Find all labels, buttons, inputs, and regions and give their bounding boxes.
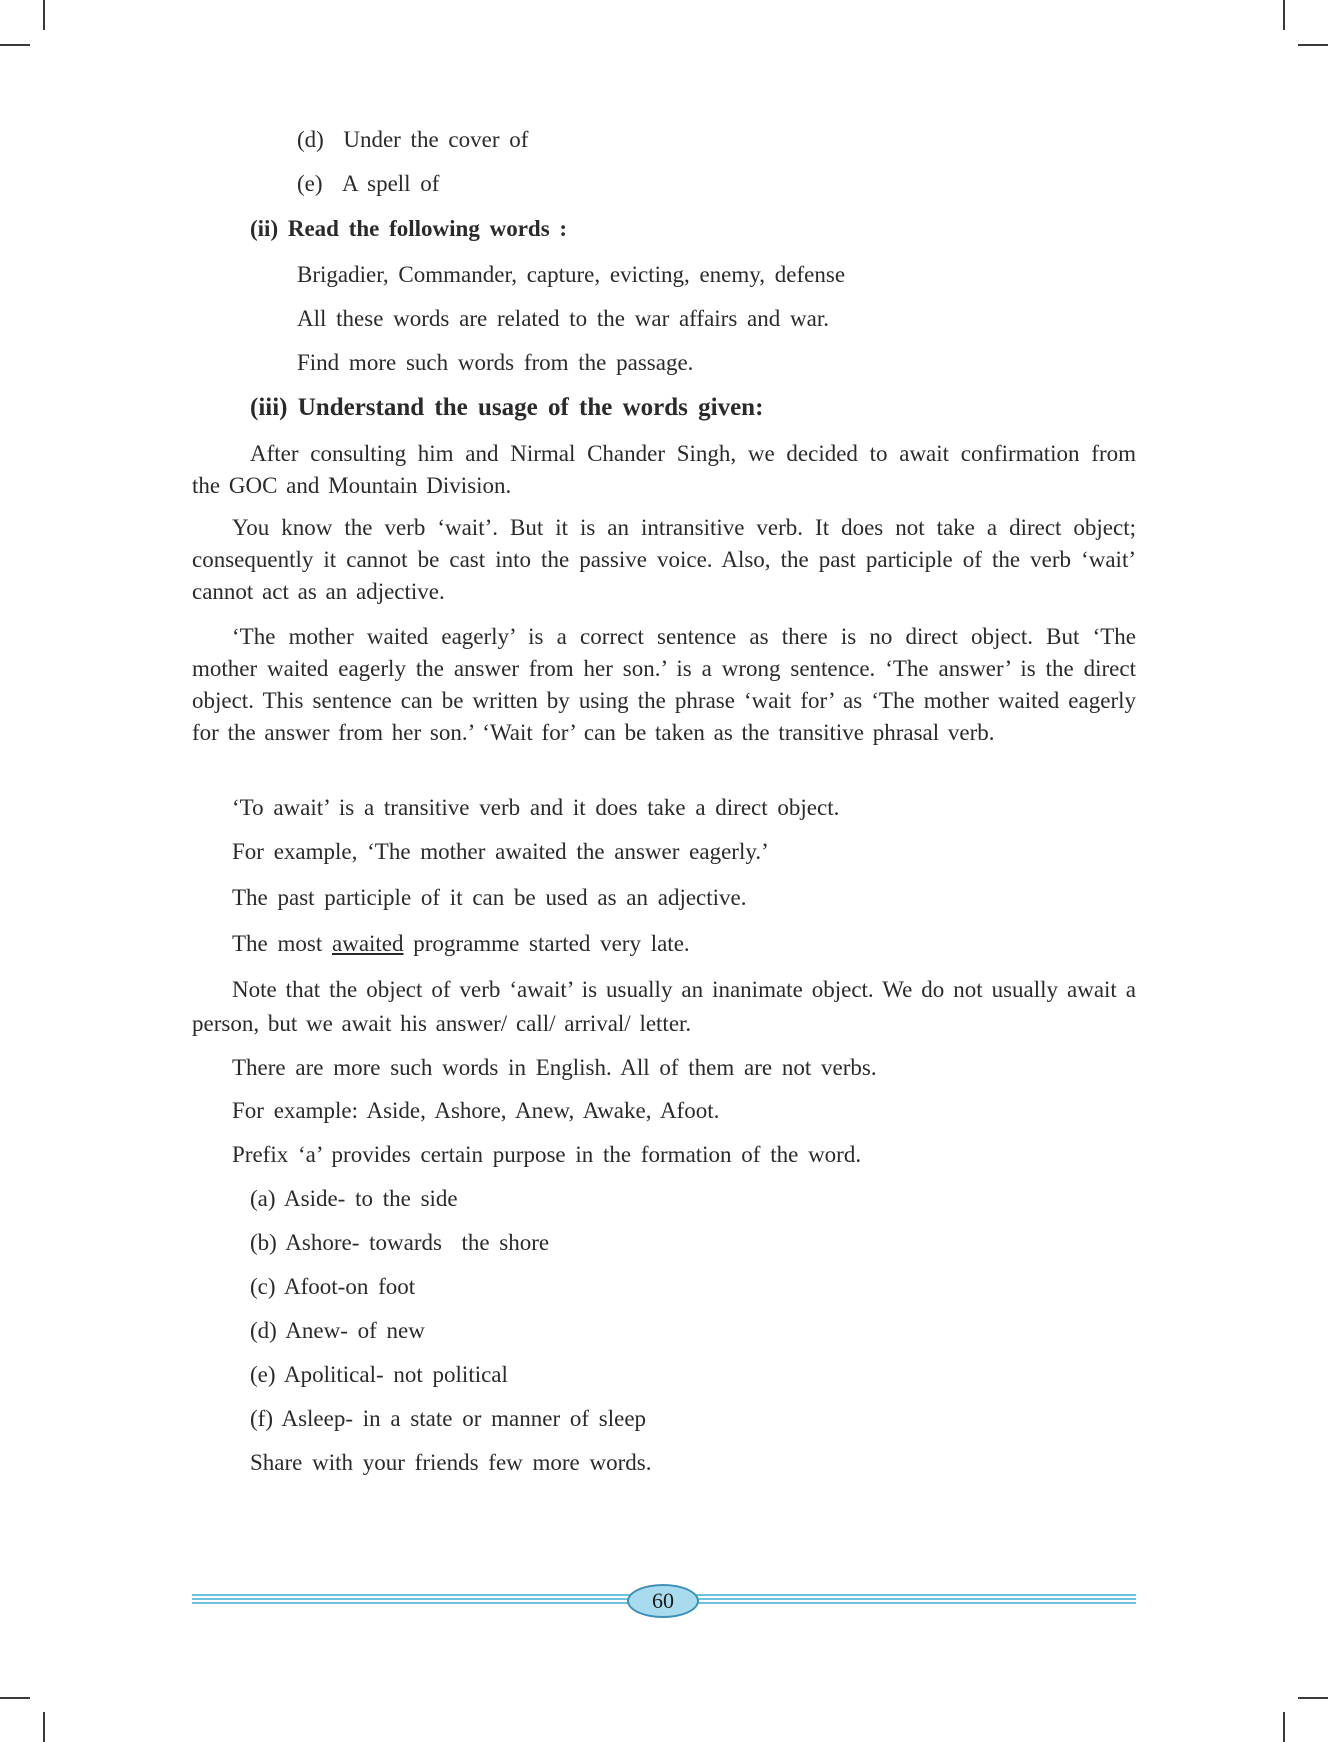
crop-mark: [1283, 1712, 1285, 1742]
crop-mark: [1298, 1697, 1328, 1699]
crop-mark: [1298, 44, 1328, 46]
word-task: Find more such words from the passage.: [297, 350, 694, 375]
list-item: (e) Apolitical- not political: [250, 1362, 508, 1387]
crop-mark: [43, 0, 45, 30]
paragraph-text: After consulting him and Nirmal Chander Singh, we decided to await confirmation from the GOC and Mountain Division.: [192, 441, 1136, 498]
closing-line: Share with your friends few more words.: [250, 1450, 652, 1475]
underlined-word: awaited: [332, 931, 404, 956]
text-fragment: The most: [232, 931, 332, 956]
crop-mark: [0, 1697, 30, 1699]
text-line: The past participle of it can be used as an adjective.: [232, 885, 747, 910]
list-text: A spell of: [342, 171, 440, 196]
list-item: (f) Asleep- in a state or manner of sleep: [250, 1406, 647, 1431]
list-marker: (e): [297, 171, 323, 196]
paragraph: [192, 512, 1136, 608]
crop-mark: [0, 44, 30, 46]
section-ii-heading: (ii) Read the following words :: [250, 216, 568, 241]
text-line: Prefix ‘a’ provides certain purpose in the formation of the word.: [232, 1142, 862, 1167]
paragraph: [192, 973, 1136, 1041]
text-line: There are more such words in English. All of them are not verbs.: [232, 1055, 877, 1080]
list-item: [297, 127, 528, 153]
paragraph-text: ‘The mother waited eagerly’ is a correct sentence as there is no direct object. But ‘The mother waited eagerly the answer from her son.’ is a wrong sentence. ‘The answer’ is the direct object. This sentence can be written by using the phrase ‘wait for’ as ‘The mother waited eagerly for the answer from her son.’ ‘Wait for’ can be taken as the transitive phrasal verb.: [192, 624, 1136, 745]
list-text: Under the cover of: [343, 127, 529, 152]
crop-mark: [1283, 0, 1285, 30]
paragraph-text: Note that the object of verb ‘await’ is usually an inanimate object. We do not usually await a person, but we await his answer/ call/ arrival/ letter.: [192, 977, 1136, 1036]
page-number: 60: [627, 1584, 699, 1618]
list-marker: (d): [297, 127, 324, 152]
text-line: For example, ‘The mother awaited the answer eagerly.’: [232, 839, 769, 864]
paragraph: [192, 438, 1136, 502]
list-item: (c) Afoot-on foot: [250, 1274, 416, 1299]
list-item: (a) Aside- to the side: [250, 1186, 458, 1211]
word-list: Brigadier, Commander, capture, evicting, enemy, defense: [297, 262, 846, 287]
paragraph: [192, 621, 1136, 749]
section-iii-heading: (iii) Understand the usage of the words given:: [250, 394, 764, 421]
list-item: (d) Anew- of new: [250, 1318, 425, 1343]
text-line: [232, 931, 690, 957]
text-fragment: programme started very late.: [403, 931, 690, 956]
crop-mark: [43, 1712, 45, 1742]
text-line: For example: Aside, Ashore, Anew, Awake, Afoot.: [232, 1098, 720, 1123]
word-note: All these words are related to the war affairs and war.: [297, 306, 829, 331]
paragraph-text: You know the verb ‘wait’. But it is an intransitive verb. It does not take a direct object; consequently it cannot be cast into the passive voice. Also, the past participle of the verb ‘wait’ cannot act as an adjective.: [192, 515, 1136, 604]
list-item: [297, 171, 439, 197]
list-item: (b) Ashore- towards the shore: [250, 1230, 550, 1255]
text-line: ‘To await’ is a transitive verb and it does take a direct object.: [232, 795, 840, 820]
